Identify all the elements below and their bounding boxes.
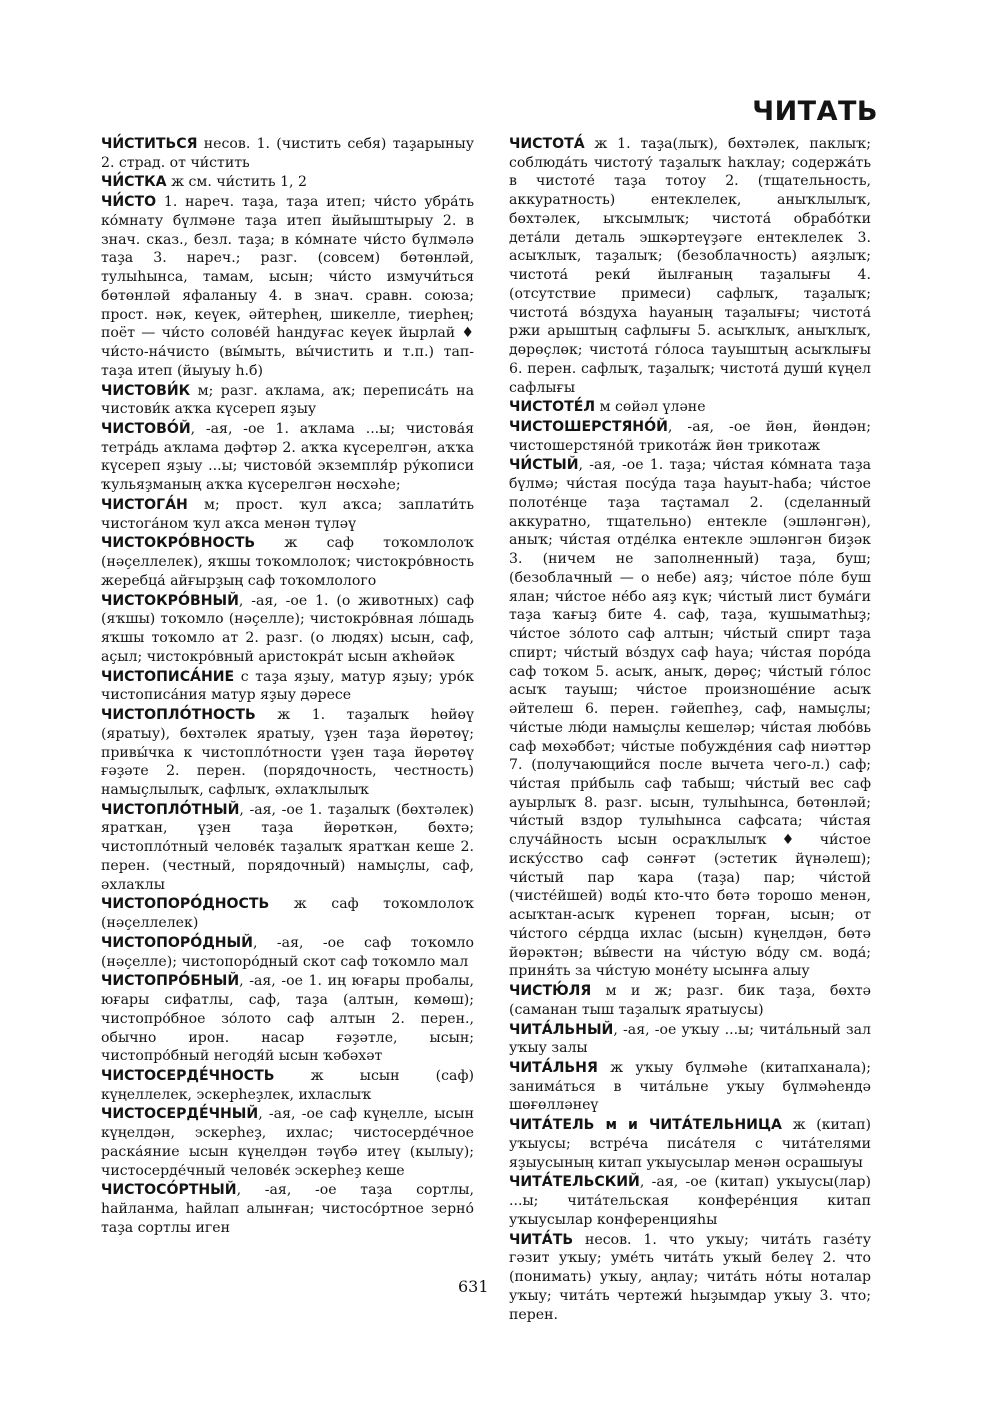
entry-definition: ж см. чи́стить 1, 2 <box>171 174 307 191</box>
dictionary-entry <box>101 382 474 419</box>
entry-headword: ЧИ́СТКА <box>101 174 167 191</box>
dictionary-entry <box>509 1173 871 1229</box>
dictionary-entry <box>509 982 871 1019</box>
entry-headword: ЧИСТОСЕРДЕ́ЧНОСТЬ <box>101 1067 275 1084</box>
entry-definition: м сөйәл үләне <box>599 399 706 416</box>
entry-headword: ЧИСТОВО́Й <box>101 421 191 438</box>
dictionary-entry <box>509 1231 871 1325</box>
entry-definition: , -ая, -ое таҙа сортлы, һайланма, һайлап алынған; чистосо́ртное зерно́ таҙа сортлы иген <box>101 1182 474 1236</box>
entry-headword: ЧИ́СТЫЙ <box>509 457 579 474</box>
running-head: ЧИТАТЬ <box>752 96 878 127</box>
dictionary-entry <box>509 456 871 981</box>
entry-headword: ЧИСТОПОРО́ДНЫЙ <box>101 934 253 951</box>
entry-headword: ЧИТА́ЛЬНЯ <box>509 1059 598 1076</box>
entry-definition: м; прост. ҡул аҡса; заплати́ть чистога́ном ҡул аҡса менән түләү <box>101 496 474 532</box>
entry-definition: , -ая, -ое 1. таҙа; чи́стая ко́мната таҙа бүлмә; чи́стая посу́да таҙа һауыт-һаба; чи́стое полоте́нце таҙа таҫтамал 2. (сделанный аккуратно, тщательно) ентекле (эшләнгән), аныҡ; чи́стая отде́лка ентекле эшләнгән биҙәк 3. (ничем не заполненный) таҙа, буш; (безоблачный — о небе) аяҙ; чи́стое по́ле буш ялан; чи́стое не́бо аяҙ күк; чи́стый лист бума́ги таҙа ҡағыҙ бите 4. саф, таҙа, ҡушыматһыҙ; чи́стое зо́лото саф алтын; чи́стый спирт таҙа спирт; чи́стый во́здух саф һауа; чи́стая поро́да саф тоҡом 5. асыҡ, аныҡ, дөрөҫ; чи́стый го́лос асыҡ тауыш; чи́стое произноше́ние асыҡ әйтелеш 6. перен. гәйепһеҙ, саф, намыҫлы; чи́стые лю́ди намыҫлы кешеләр; чи́стая любо́вь саф мөхәббәт; чи́стые побужде́ния саф ниәттәр 7. (получающийся после вычета чего-л.) саф; чи́стая при́быль саф табыш; чи́стый вес саф ауырлыҡ 8. разг. ысын, тулыһынса, бөтөнләй; чи́стый вздор тулыһынса сафсата; чи́стая случа́йность ысын осраҡлылыҡ ♦ чи́стое иску́сство саф сәнғәт (эстетик йүнәлеш); чи́стый пар ҡара (таҙа) пар; чи́стой (чисте́йшей) воды́ кто-что бөтә торошо менән, асыҡтан-асыҡ күренеп торған, ысын; от чи́стого се́рдца ихлас (ысын) күңелдән, бөтә йөрәктән; вы́вести на чи́стую во́ду см. вода́; приня́ть за чи́стую моне́ту ысынға алыу <box>509 457 871 980</box>
entry-headword: ЧИСТОТА́ <box>509 136 585 152</box>
dictionary-entry <box>101 706 474 800</box>
entry-headword: ЧИСТОСО́РТНЫЙ <box>101 1182 237 1199</box>
entry-headword: ЧИСТОПЛО́ТНОСТЬ <box>101 707 256 724</box>
entry-headword: ЧИСТОКРО́ВНЫЙ <box>101 592 239 609</box>
entry-headword: ЧИСТОСЕРДЕ́ЧНЫЙ <box>101 1106 259 1123</box>
dictionary-entry <box>101 895 474 932</box>
dictionary-entry <box>101 934 474 971</box>
dictionary-entry <box>101 668 474 705</box>
entry-headword: ЧИТА́ТЕЛЬСКИЙ <box>509 1174 640 1191</box>
dictionary-entry <box>101 972 474 1066</box>
dictionary-entry <box>101 1067 474 1104</box>
dictionary-entry <box>101 135 474 172</box>
entry-definition: ж ысын (саф) күңеллелек, эскерһеҙлек, ихласлыҡ <box>101 1067 474 1103</box>
entry-definition: несов. 1. что уҡыу; чита́ть газе́ту гәзит уҡыу; уме́ть чита́ть уҡый белеү 2. что (понимать) уҡыу, аңлау; чита́ть но́ты ноталар уҡыу; чита́ть чертежи́ һыҙымдар уҡыу 3. что; перен. <box>509 1231 871 1323</box>
entry-definition: , -ая, -ое уҡыу ...ы; чита́льный зал уҡыу залы <box>509 1021 871 1057</box>
entry-definition: с таҙа яҙыу, матур яҙыу; уро́к чистописа́ния матур яҙыу дәресе <box>101 668 475 704</box>
entry-headword: ЧИСТЮ́ЛЯ <box>509 983 592 1000</box>
entry-headword: ЧИСТОПРО́БНЫЙ <box>101 973 240 990</box>
dictionary-entry <box>509 418 871 455</box>
entry-definition: м и ж; разг. бик таҙа, бөхтә (саманан тыш таҙалыҡ яратыусы) <box>509 983 871 1018</box>
entry-headword: ЧИСТОТЕ́Л <box>509 399 596 416</box>
entry-definition: , -ая, -ое 1. аҡлама ...ы; чистова́я тетра́дь аҡлама дәфтәр 2. аҡҡа күсерелгән, аҡҡа күсереп яҙыу ...ы; чистово́й экземпля́р ру́кописи ҡульяҙманың аҡҡа күсерелгән нөсхәһе; <box>101 421 474 494</box>
entry-definition: , -ая, -ое саф күңелле, ысын күңелдән, эскерһеҙ, ихлас; чистосерде́чное раска́яние ысын күңелдән тәүбә итеү (кылыу); чистосерде́чный челове́к эскерһеҙ кеше <box>101 1106 474 1179</box>
entry-headword: ЧИТА́ТЕЛЬ м и ЧИТА́ТЕЛЬНИЦА <box>509 1117 782 1134</box>
dictionary-entry <box>101 420 474 495</box>
entry-definition: ж саф тоҡомлолоҡ (нәҫеллелек), яҡшы тоҡомлолоҡ; чистокро́вность жеребца́ айғырҙың саф тоҡомлолого <box>101 535 474 589</box>
entry-headword: ЧИ́СТО <box>101 194 157 211</box>
entry-definition: , -ая, -ое (китап) уҡыусы(лар) ...ы; чита́тельская конфере́нция китап уҡыусылар конференцияһы <box>509 1174 871 1228</box>
dictionary-entry <box>509 1059 871 1115</box>
entry-definition: , -ая, -ое 1. иң юғары пробалы, юғары сифатлы, саф, таҙа (алтын, көмөш); чистопро́бное зо́лото саф алтын 2. перен., обычно ирон. насар ғәҙәтле, ысын; чистопро́бный негодя́й ысын ҡәбәхәт <box>101 973 474 1065</box>
dictionary-entry <box>509 398 871 417</box>
dictionary-entry <box>101 801 474 895</box>
dictionary-entry <box>509 135 871 397</box>
right-column <box>509 135 871 1324</box>
entry-headword: ЧИСТОПОРО́ДНОСТЬ <box>101 896 270 913</box>
entry-definition: 1. нареч. таҙа, таҙа итеп; чи́сто убра́ть ко́мнату бүлмәне таҙа итеп йыйыштырыу 2. в знач. сказ., безл. таҙа; в ко́мнате чи́сто бүлмәлә таҙа 3. нареч.; разг. (совсем) бөтөнләй, тулыһынса, тамам, ысын; чи́сто измучи́ться бөтөнләй яфаланыу 4. в знач. сравн. союза; прост. нәк, кеүек, әйтерһең, шикелле, тиерһең; поёт — чи́сто солове́й һандуғас кеүек йырлай ♦ чи́сто-на́чисто (вы́мыть, вы́чистить и т.п.) тап-таҙа итеп (йыуыу һ.б) <box>101 194 474 379</box>
dictionary-entry <box>509 1021 871 1058</box>
entry-definition: , -ая, -ое 1. таҙалыҡ (бөхтәлек) яратҡан, үҙен таҙа йөрөткән, бөхтә; чистопло́тный челове́к таҙалыҡ яратҡан кеше 2. перен. (честный, порядочный) намыҫлы, саф, әхлаҡлы <box>101 801 474 893</box>
entry-headword: ЧИСТОПИСА́НИЕ <box>101 668 235 685</box>
entry-definition: ж саф тоҡомлолоҡ (нәҫеллелек) <box>101 896 474 932</box>
left-column <box>101 135 474 1238</box>
dictionary-entry <box>101 534 474 590</box>
dictionary-entry <box>101 193 474 380</box>
entry-headword: ЧИСТОГА́Н <box>101 496 188 513</box>
dictionary-entry <box>101 496 474 533</box>
entry-definition: , -ая, -ое 1. (о животных) саф (яҡшы) тоҡомло (нәҫелле); чистокро́вная ло́шадь яҡшы тоҡомло ат 2. разг. (о людях) ысын, саф, аҫыл; чистокро́вный аристокра́т ысын аҡһөйәк <box>101 592 474 665</box>
entry-definition: м; разг. аҡлама, аҡ; переписа́ть на чистови́к аҡҡа күсереп яҙыу <box>101 382 474 418</box>
entry-headword: ЧИСТОШЕРСТЯНО́Й <box>509 419 668 436</box>
dictionary-entry <box>509 1116 871 1172</box>
entry-headword: ЧИСТОВИ́К <box>101 382 191 399</box>
entry-headword: ЧИСТОПЛО́ТНЫЙ <box>101 801 240 818</box>
entry-definition: ж уҡыу бүлмәһе (китапханала); занима́ться в чита́льне уҡыу бүлмәһендә шөғөлләнеү <box>509 1059 871 1114</box>
entry-definition: ж (китап) уҡыусы; встре́ча писа́теля с чита́телями яҙыусының китап уҡыусылар менән осрашыуы <box>509 1117 871 1171</box>
entry-headword: ЧИ́СТИТЬСЯ <box>101 136 198 152</box>
entry-definition: ж 1. таҙалыҡ һөйөү (яратыу), бөхтәлек яратыу, үҙен таҙа йөрөтөү; привы́чка к чистопло́тности үҙен таҙа йөрөтөү ғәҙәте 2. перен. (порядочность, честность) намыҫлылыҡ, сафлыҡ, әхлаҡлылыҡ <box>101 707 474 798</box>
entry-definition: несов. 1. (чистить себя) таҙарыныу 2. страд. от чи́стить <box>101 136 475 171</box>
dictionary-entry <box>101 173 474 192</box>
entry-headword: ЧИТА́ЛЬНЫЙ <box>509 1021 614 1038</box>
dictionary-entry <box>101 592 474 667</box>
entry-headword: ЧИСТОКРО́ВНОСТЬ <box>101 535 256 552</box>
entry-definition: , -ая, -ое саф тоҡомло (нәҫелле); чистопоро́дный скот саф тоҡомло мал <box>101 934 474 970</box>
dictionary-entry <box>101 1181 474 1237</box>
entry-definition: ж 1. таҙа(лыҡ), бөхтәлек, паклыҡ; соблюда́ть чистоту́ таҙалыҡ һаҡлау; содержа́ть в чистоте́ таҙа тотоу 2. (тщательность, аккуратность) ентеклелек, аныҡлылыҡ, бөхтәлек, ыҡсымлыҡ; чистота́ обрабо́тки дета́ли деталь эшкәртеүҙәге ентеклелек 3. асыҡлыҡ, таҙалыҡ; (безоблачность) аяҙлыҡ; чистота́ реки́ йылғаның таҙалығы 4. (отсутствие примеси) сафлыҡ, таҙалыҡ; чистота́ во́здуха һауаның таҙалығы; чистота́ ржи арыштың сафлығы 5. асыҡлыҡ, аныҡлыҡ, дөрөҫлөк; чистота́ го́лоса тауыштың асыҡлығы 6. перен. сафлыҡ, таҙалыҡ; чистота́ души́ күңел сафлығы <box>509 136 871 396</box>
entry-definition: , -ая, -ое йөн, йөндән; чистошерстяно́й трикота́ж йөн трикотаж <box>509 419 871 454</box>
page-number: 631 <box>458 1277 489 1296</box>
dictionary-entry <box>101 1105 474 1180</box>
entry-headword: ЧИТА́ТЬ <box>509 1231 574 1248</box>
